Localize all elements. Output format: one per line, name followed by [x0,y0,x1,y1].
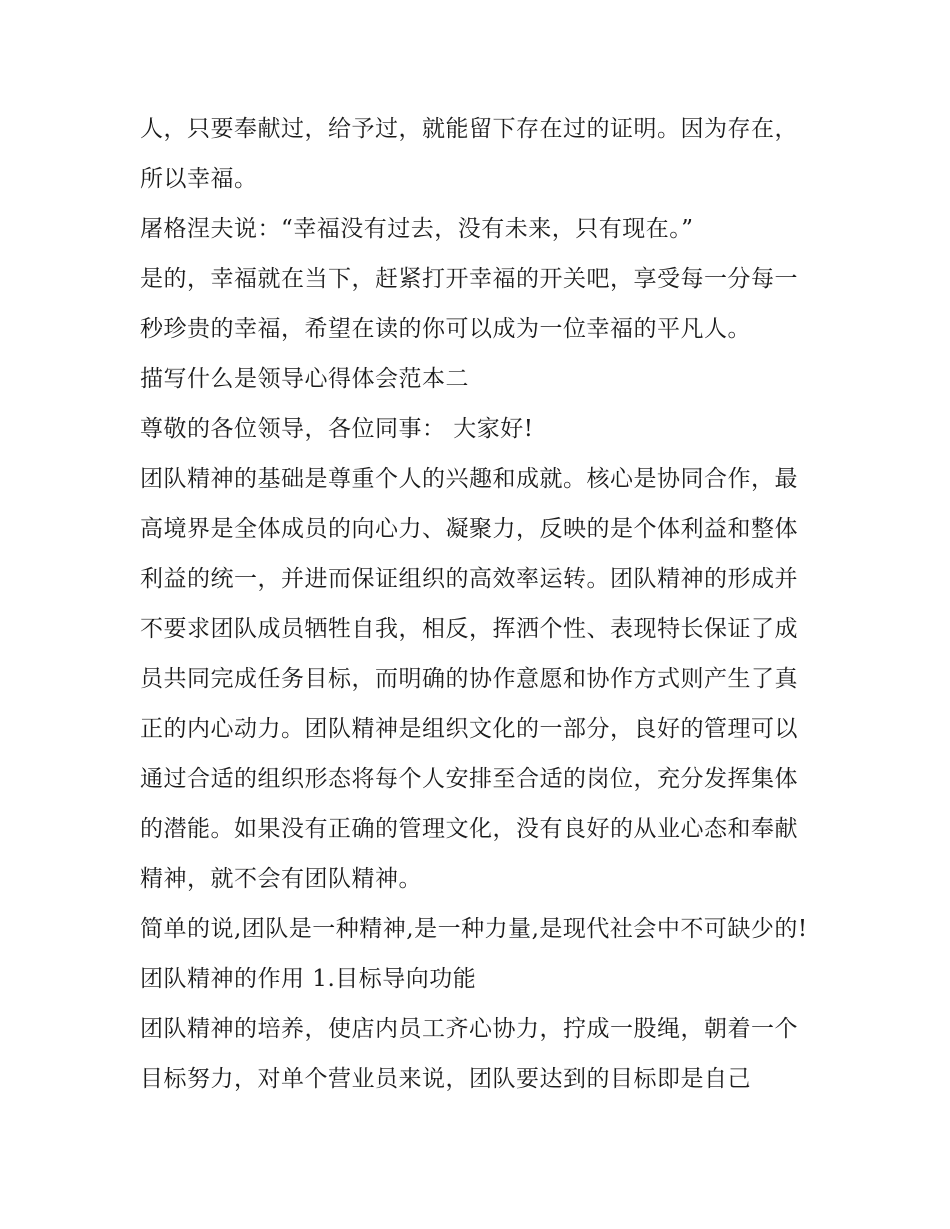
paragraph-dedication-conclusion: 人，只要奉献过，给予过，就能留下存在过的证明。因为存在，所以幸福。 [140,116,798,192]
section-heading: 描写什么是领导心得体会范本二 [140,366,469,392]
paragraph-team-goal: 团队精神的培养，使店内员工齐心协力，拧成一股绳，朝着一个目标努力，对单个营业员来说，团队要达到的目标即是自己 [140,1016,798,1092]
paragraph-turgenev-quote: 屠格涅夫说：“幸福没有过去，没有未来，只有现在。” [140,216,694,242]
paragraph-team-spirit-basis: 团队精神的基础是尊重个人的兴趣和成就。核心是协同合作，最高境界是全体成员的向心力、凝聚力，反映的是个体利益和整体利益的统一，并进而保证组织的高效率运转。团队精神的形成并不要求团队成员牺牲自我，相反，挥洒个性、表现特长保证了成员共同完成任务目标，而明确的协作意愿和协作方式则产生了真正的内心动力。团队精神是组织文化的一部分，良好的管理可以通过合适的组织形态将每个人安排至合适的岗位，充分发挥集体的潜能。如果没有正确的管理文化，没有良好的从业心态和奉献精神，就不会有团队精神。 [140,466,798,892]
document-body [140,104,820,1104]
paragraph-happiness-now: 是的，幸福就在当下，赶紧打开幸福的开关吧，享受每一分每一秒珍贵的幸福，希望在读的你可以成为一位幸福的平凡人。 [140,266,798,342]
paragraph-team-definition: 简单的说,团队是一种精神,是一种力量,是现代社会中不可缺少的! 团队精神的作用 1.目标导向功能 [140,916,808,992]
salutation: 尊敬的各位领导，各位同事： 大家好! [140,416,534,442]
